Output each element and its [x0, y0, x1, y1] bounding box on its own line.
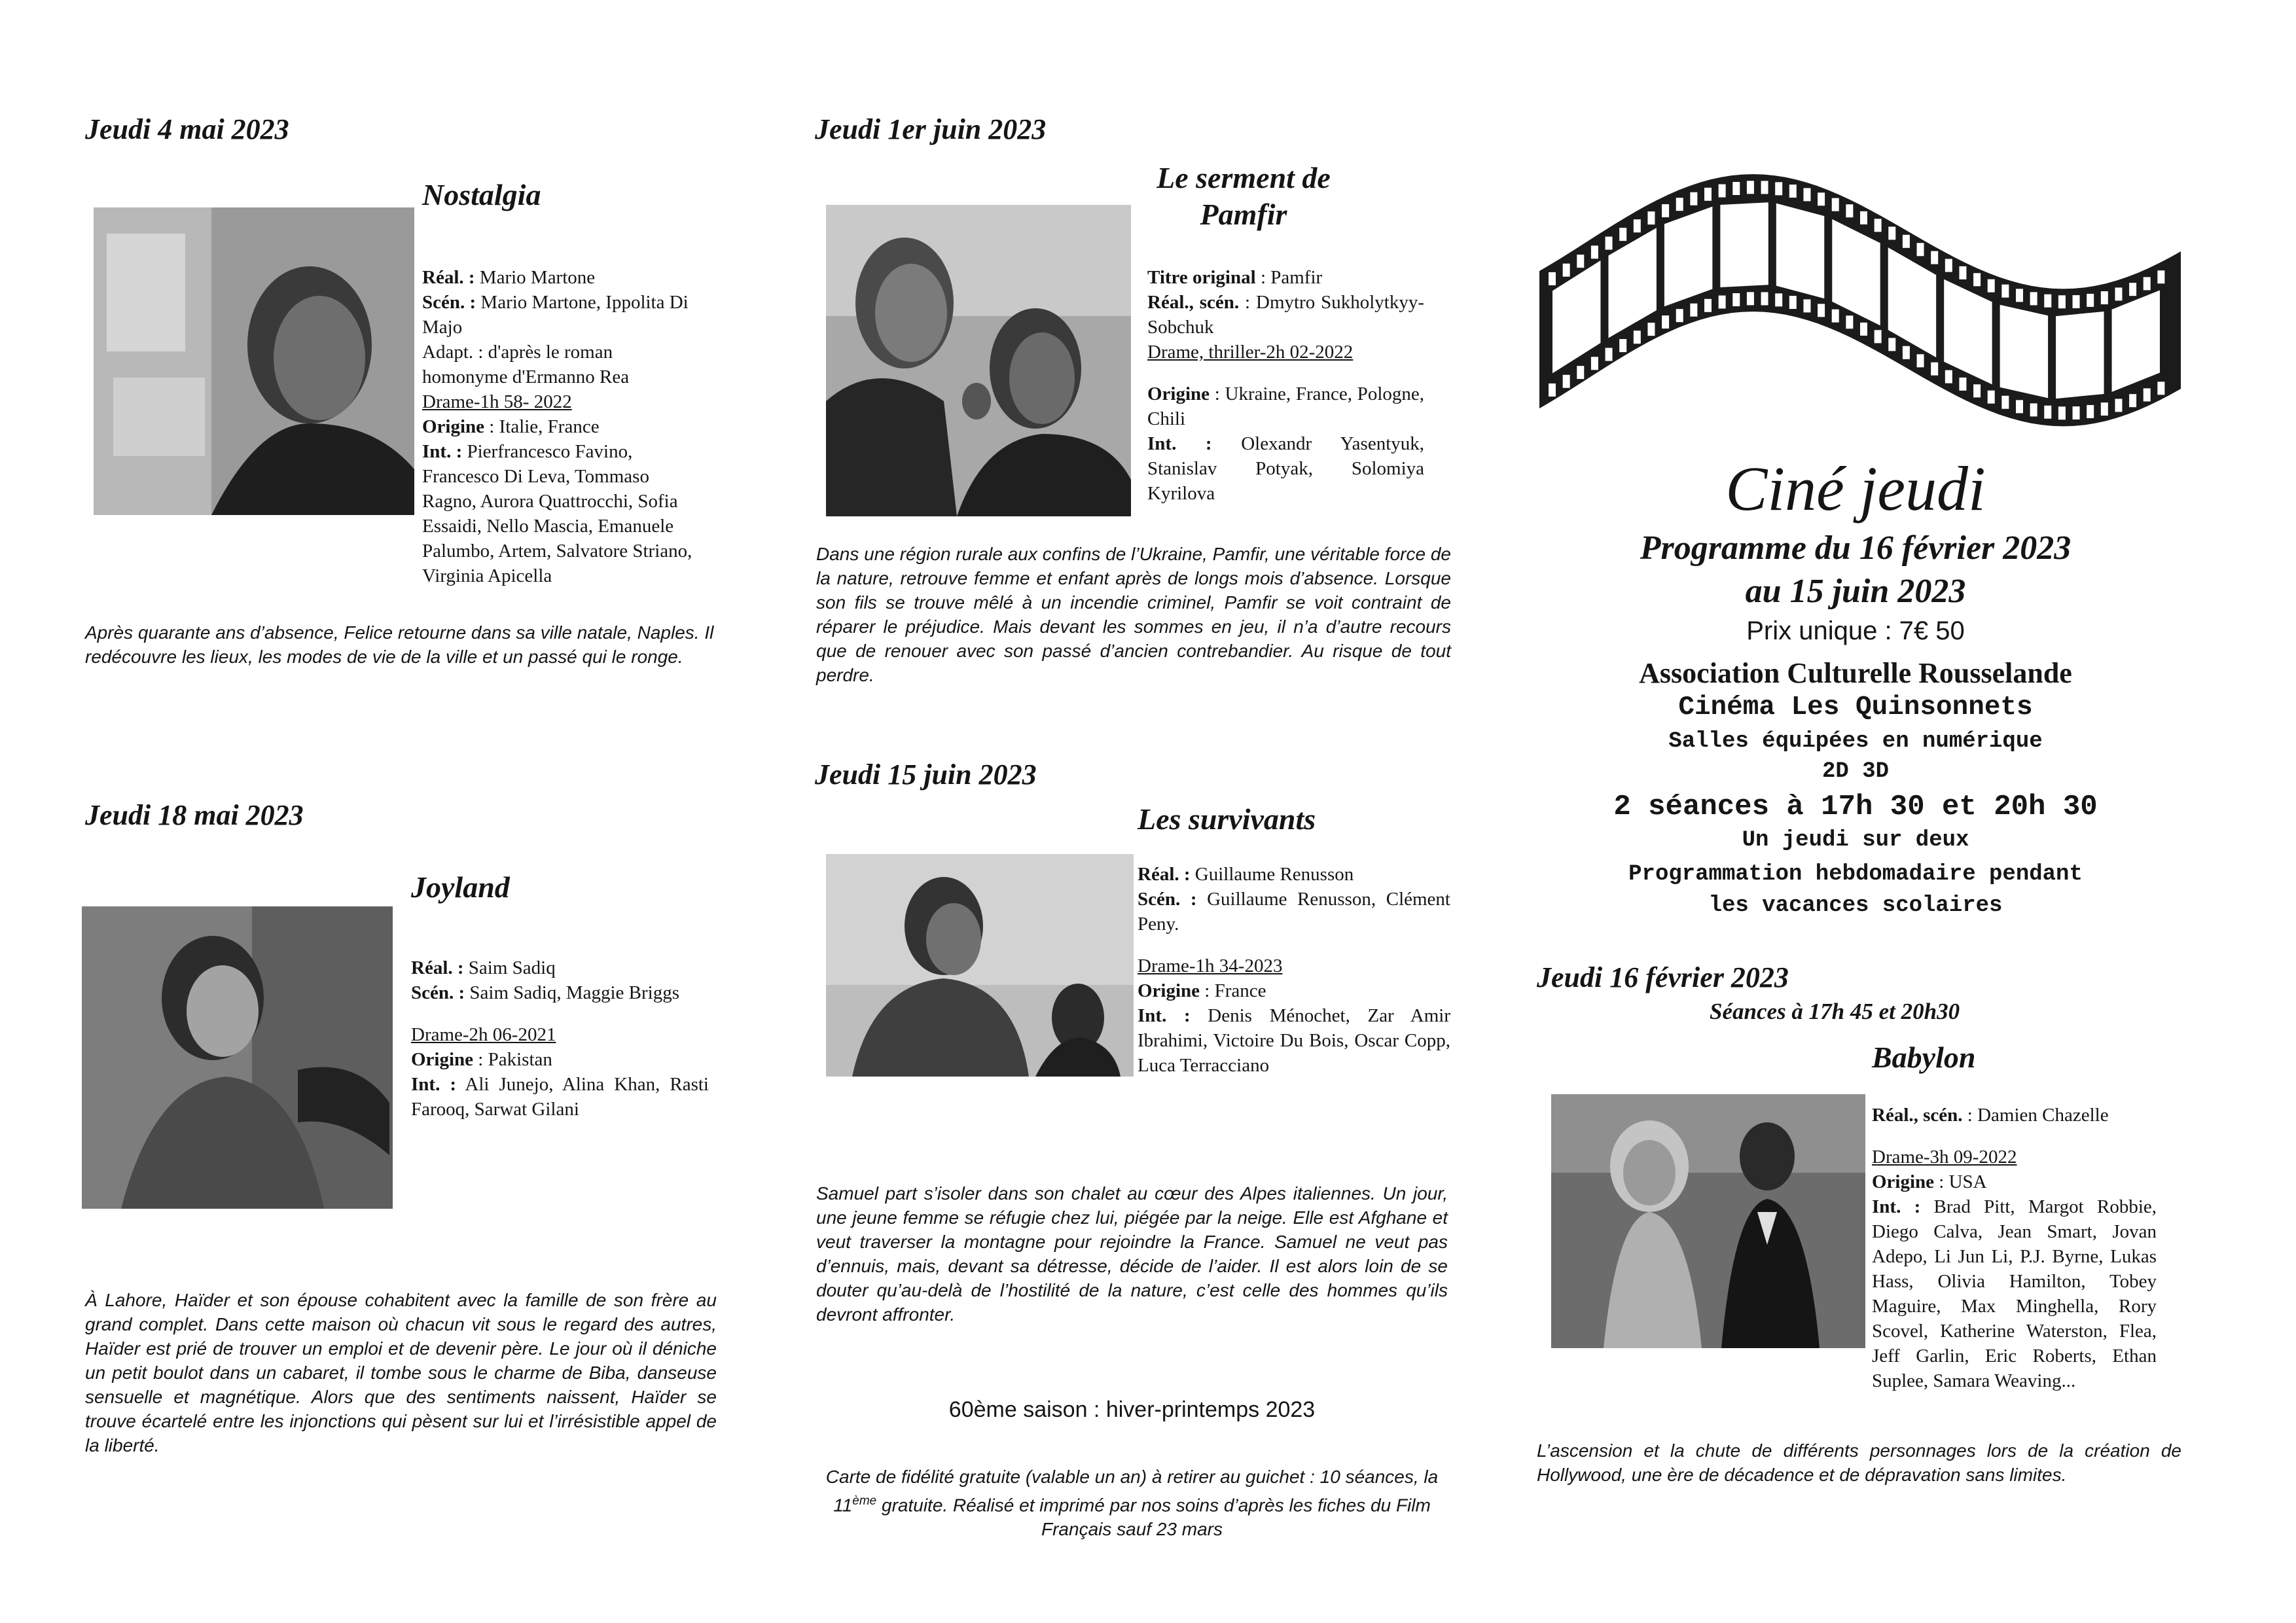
film-strip-sprocket	[2044, 406, 2051, 419]
film-strip-sprocket	[1917, 354, 1924, 367]
film-strip-sprocket	[1818, 192, 1825, 205]
film-strip-sprocket	[1988, 391, 1995, 404]
title-pamfir-line1: Le serment de	[1157, 161, 1331, 194]
film-strip-sprocket	[2073, 406, 2080, 419]
salles-info: Salles équipées en numérique	[1668, 729, 2043, 754]
film-strip-sprocket	[1761, 292, 1768, 305]
film-strip-sprocket	[1563, 264, 1570, 277]
film-strip-sprocket	[1619, 228, 1626, 241]
film-strip-logo	[1533, 128, 2187, 452]
film-strip-sprocket	[2087, 294, 2094, 307]
film-strip-sprocket	[1761, 181, 1768, 194]
film-strip-sprocket	[1775, 293, 1782, 306]
cinema-name: Cinéma Les Quinsonnets	[1678, 692, 2033, 722]
synopsis-pamfir: Dans une région rurale aux confins de l’Ukraine, Pamfir, une véritable force de la nature, retrouve femme et enfant après de longs mois d’absence. Lorsque son fils se trouve mêlé à un incendie criminel, Pamfir se voit contraint de réparer le préjudice. Mais devant les sommes en jeu, il n’a d’autre recours que de renouer avec son passé d’ancien contrebandier. Au risque de tout perdre.	[816, 544, 1451, 685]
film-strip-sprocket	[1959, 378, 1966, 391]
credits-survivants: Réal. : Guillaume Renusson Scén. : Guillaume Renusson, Clément Peny. Drame-1h 34-2023 Origine : France Int. : Denis Ménochet, Zar Amir Ibrahimi, Victoire Du Bois, Oscar Copp, Luca Terracciano	[1138, 864, 1450, 1076]
film-strip-sprocket	[1634, 219, 1641, 232]
film-strip-frame	[1664, 207, 1712, 307]
synopsis-joyland: À Lahore, Haïder et son épouse cohabitent avec la famille de son frère au grand complet. Dans cette maison où chacun vit sous le regard des autres, Haïder est prié de trouver un emploi et de devenir père. Le jour où il déniche un petit boulot dans un cabaret, il tombe sous le charme de Biba, danseuse sensuelle et magnétique. Alors que des sentiments naissent, Haïder se trouve écartelé entre les injonctions qui pèsent sur lui et l’irrésistible appel de la liberté.	[85, 1290, 717, 1455]
film-strip-sprocket	[1647, 323, 1655, 336]
film-strip-sprocket	[1818, 304, 1825, 317]
association-name: Association Culturelle Rousselande	[1639, 657, 2072, 689]
film-strip-sprocket	[2144, 277, 2151, 290]
programmation-info: Programmation hebdomadaire pendant les vacances scolaires	[1628, 862, 2083, 918]
film-strip-sprocket	[1577, 366, 1584, 379]
film-strip-sprocket	[1888, 226, 1895, 240]
film-strip-sprocket	[1803, 299, 1810, 312]
synopsis-nostalgia: Après quarante ans d’absence, Felice retourne dans sa ville natale, Naples. Il redécouvre les lieux, les modes de vie de la ville et un passé qui le ronge.	[85, 622, 714, 667]
film-strip-sprocket	[2001, 285, 2009, 298]
synopsis-babylon: L’ascension et la chute de différents personnages lors de la création de Hollywood, une ère de décadence et de dépravation sans limites.	[1537, 1440, 2181, 1485]
seances-babylon: Séances à 17h 45 et 20h30	[1710, 999, 1960, 1024]
photo-joyland	[82, 906, 393, 1209]
film-strip-sprocket	[2001, 396, 2009, 409]
date-film-babylon: Jeudi 16 février 2023	[1537, 961, 1789, 993]
film-strip-sprocket	[1662, 315, 1669, 329]
film-strip-sprocket	[1860, 211, 1867, 224]
jeudi-info: Un jeudi sur deux	[1742, 828, 1969, 853]
title-survivants: Les survivants	[1138, 802, 1316, 836]
seances-info: 2 séances à 17h 30 et 20h 30	[1613, 791, 2098, 823]
credits-babylon: Réal., scén. : Damien Chazelle Drame-3h 09-2022 Origine : USA Int. : Brad Pitt, Margot Robbie, Diego Calva, Jean Smart, Jovan Adepo, Li Jun Li, P.J. Byrne, Lukas Hass, Olivia Hamilton, Tobey Maguire, Max Minghella, Rory Scovel, Katherine Waterston, Flea, Jeff Garlin, Eric Roberts, Ethan Suplee, Samara Weaving...	[1872, 1105, 2157, 1391]
credits-pamfir: Titre original : Pamfir Réal., scén. : Dmytro Sukholytkyy-Sobchuk Drame, thriller-2h 02-2022 Origine : Ukraine, France, Pologne, Chili Int. : Olexandr Yasentyuk, Stanislav Potyak, Solomiya Kyrilova	[1147, 267, 1425, 504]
credits-joyland: Réal. : Saim Sadiq Scén. : Saim Sadiq, Maggie Briggs Drame-2h 06-2021 Origine : Pakistan Int. : Ali Junejo, Alina Khan, Rasti Farooq, Sarwat Gilani	[411, 957, 709, 1120]
date-film-joyland: Jeudi 18 mai 2023	[85, 799, 304, 831]
film-strip-sprocket	[1605, 237, 1613, 250]
film-strip-sprocket	[1549, 383, 1556, 397]
film-strip-sprocket	[1747, 292, 1754, 305]
film-strip-sprocket	[1789, 185, 1797, 198]
film-strip-sprocket	[1775, 182, 1782, 195]
film-strip-sprocket	[1662, 204, 1669, 217]
film-strip-sprocket	[2115, 399, 2122, 412]
film-strip-sprocket	[1803, 188, 1810, 201]
synopsis-survivants: Samuel part s’isoler dans son chalet au cœur des Alpes italiennes. Un jour, une jeune femme se réfugie chez lui, piégée par la neige. Elle est Afghane et veut traverser la montagne pour rejoindre la France. Samuel ne veut pas d’ennuis, mais, devant sa détresse, décide de l’aider. Il est alors loin de se douter qu’au-delà de l’hostilité de la nature, c’est celle des hommes qu’ils devront affronter.	[816, 1183, 1448, 1325]
film-strip-sprocket	[2073, 295, 2080, 308]
film-strip-sprocket	[1931, 251, 1938, 264]
photo-pamfir	[826, 205, 1131, 516]
film-strip-sprocket	[1591, 245, 1598, 259]
film-strip-frame	[2056, 312, 2104, 399]
photo-babylon	[1551, 1094, 1865, 1348]
film-strip-sprocket	[1634, 330, 1641, 344]
title-babylon: Babylon	[1872, 1041, 1976, 1074]
film-strip-sprocket	[1959, 266, 1966, 279]
film-strip-sprocket	[1846, 315, 1853, 329]
film-strip-sprocket	[2129, 394, 2136, 407]
film-strip-sprocket	[1647, 211, 1655, 224]
film-strip-sprocket	[2030, 403, 2037, 416]
film-strip-sprocket	[1690, 304, 1697, 317]
title-joyland: Joyland	[411, 870, 510, 904]
title-nostalgia: Nostalgia	[422, 178, 541, 211]
film-strip-sprocket	[1732, 293, 1740, 306]
film-strip-sprocket	[1704, 299, 1712, 312]
film-strip-sprocket	[1903, 346, 1910, 359]
price-label: Prix unique : 7€ 50	[1746, 616, 1965, 645]
film-strip-sprocket	[1931, 363, 1938, 376]
film-strip-sprocket	[1874, 219, 1882, 232]
film-strip-sprocket	[2087, 405, 2094, 418]
photo-survivants	[826, 854, 1134, 1077]
film-strip-sprocket	[1605, 348, 1613, 361]
film-strip-sprocket	[1888, 338, 1895, 351]
film-strip-sprocket	[1676, 309, 1683, 322]
film-strip-sprocket	[1747, 181, 1754, 194]
date-film-pamfir: Jeudi 1er juin 2023	[815, 113, 1047, 145]
film-strip-sprocket	[1988, 279, 1995, 293]
film-strip-sprocket	[1719, 296, 1726, 309]
film-strip-sprocket	[2115, 287, 2122, 300]
film-strip-sprocket	[1619, 339, 1626, 352]
credits-nostalgia: Réal. : Mario Martone Scén. : Mario Martone, Ippolita Di Majo Adapt. : d'après le roman homonyme d'Ermanno Rea Drame-1h 58- 2022 Origine : Italie, France Int. : Pierfrancesco Favino, Francesco Di Leva, Tommaso Ragno, Aurora Quattrocchi, Sofia Essaidi, Nello Mascia, Emanuele Palumbo, Artem, Salvatore Striano, Virginia Apicella	[422, 267, 692, 586]
film-strip-sprocket	[1903, 235, 1910, 248]
film-strip-frame	[2000, 305, 2048, 399]
film-strip-frame	[1720, 202, 1768, 287]
title-pamfir-line2: Pamfir	[1200, 198, 1287, 231]
film-strip-sprocket	[2016, 289, 2023, 302]
film-strip-sprocket	[1676, 198, 1683, 211]
film-strip-sprocket	[1789, 296, 1797, 309]
film-strip-sprocket	[1591, 357, 1598, 370]
cine-title: Ciné jeudi	[1725, 454, 1986, 524]
film-strip-sprocket	[1549, 272, 1556, 285]
film-strip-sprocket	[1917, 243, 1924, 256]
film-strip-sprocket	[1832, 310, 1839, 323]
film-strip-sprocket	[1945, 370, 1952, 383]
date-film-survivants: Jeudi 15 juin 2023	[815, 758, 1037, 791]
film-strip-sprocket	[2044, 294, 2051, 308]
date-film-nostalgia: Jeudi 4 mai 2023	[85, 113, 289, 145]
loyalty-note: Carte de fidélité gratuite (valable un an) à retirer au guichet : 10 séances, la 11ème gratuite. Réalisé et imprimé par nos soins d’après les fiches du Film Français sauf 23 mars	[825, 1467, 1439, 1540]
film-strip-sprocket	[2030, 292, 2037, 305]
film-strip-sprocket	[1719, 185, 1726, 198]
film-strip-sprocket	[1732, 182, 1740, 195]
film-strip-sprocket	[2129, 283, 2136, 296]
film-strip-sprocket	[2101, 402, 2108, 416]
formats-info: 2D 3D	[1821, 759, 1890, 784]
film-strip-sprocket	[1860, 323, 1867, 336]
film-strip-sprocket	[2144, 388, 2151, 401]
title-pamfir	[1132, 160, 1355, 233]
photo-nostalgia	[94, 207, 414, 515]
film-strip-sprocket	[1846, 204, 1853, 217]
film-strip-sprocket	[2058, 295, 2066, 308]
programme-dates: Programme du 16 février 2023 au 15 juin 2023	[1640, 529, 2072, 610]
film-strip-sprocket	[2016, 400, 2023, 413]
film-strip-sprocket	[1563, 375, 1570, 388]
film-strip-sprocket	[1973, 384, 1981, 397]
film-strip-frame	[1776, 204, 1824, 299]
film-strip-sprocket	[2058, 406, 2066, 419]
film-strip-sprocket	[2157, 382, 2164, 395]
film-strip-sprocket	[1973, 273, 1981, 286]
film-strip-sprocket	[1690, 192, 1697, 205]
film-strip-sprocket	[1945, 259, 1952, 272]
film-strip-sprocket	[2101, 291, 2108, 304]
film-strip-sprocket	[1832, 198, 1839, 211]
season-label: 60ème saison : hiver-printemps 2023	[948, 1397, 1316, 1422]
film-strip-sprocket	[1704, 188, 1712, 201]
film-strip-sprocket	[1874, 330, 1882, 343]
film-strip-sprocket	[1577, 255, 1584, 268]
film-strip-sprocket	[2157, 270, 2164, 283]
